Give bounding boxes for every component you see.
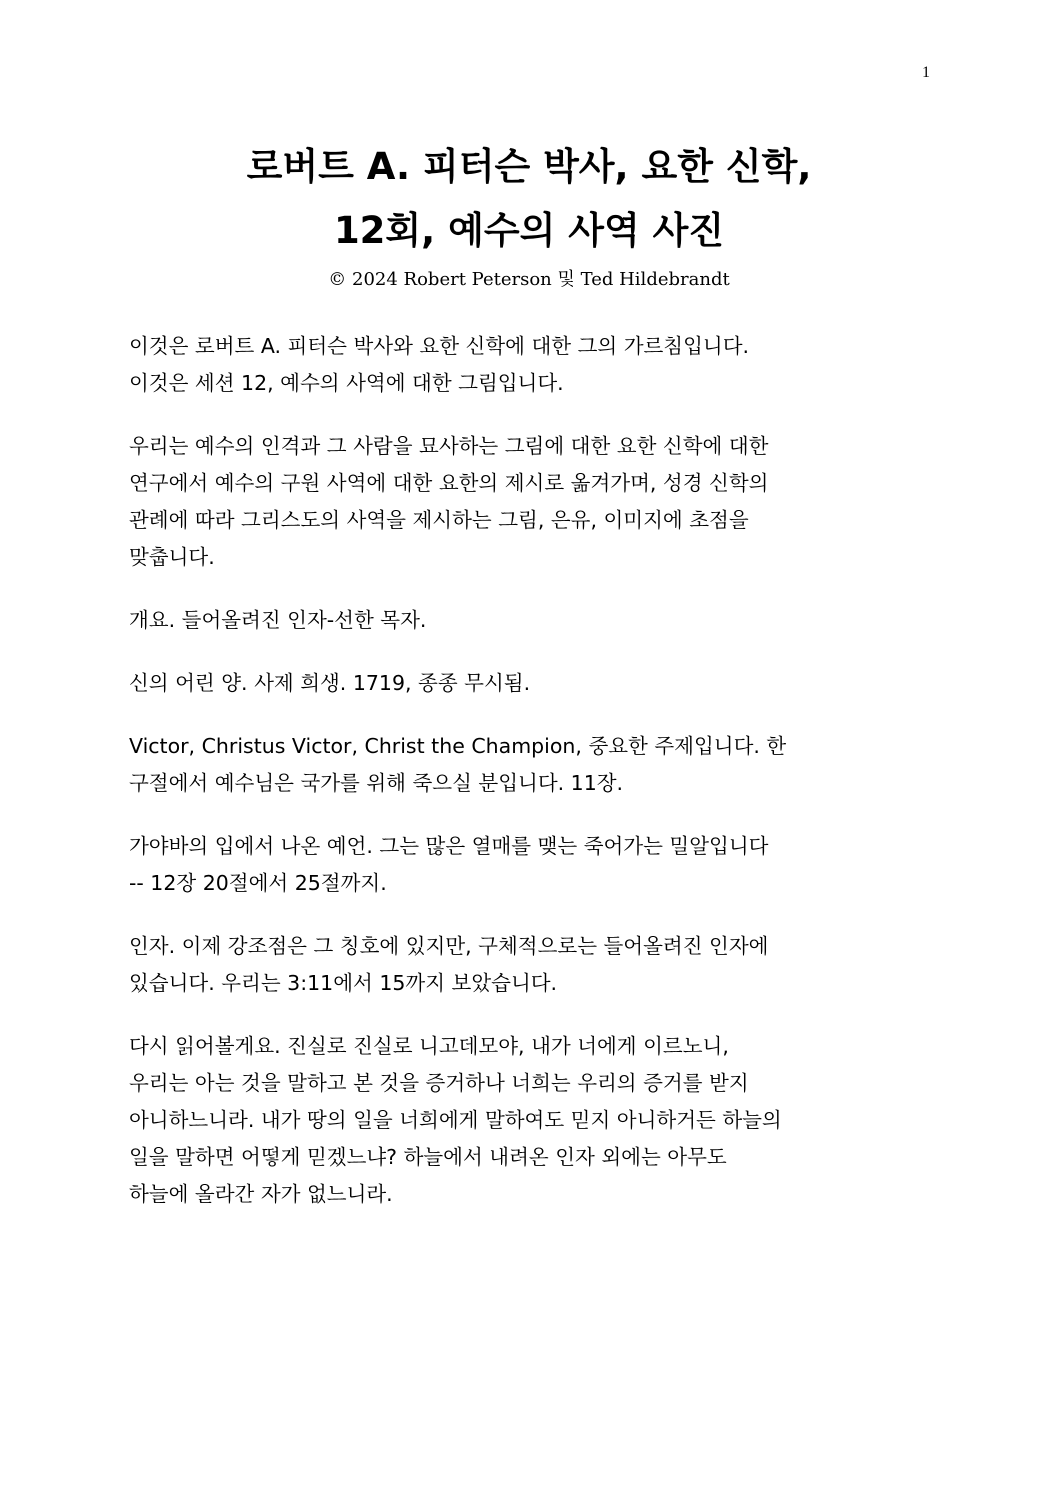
paragraph-line: 우리는 아는 것을 말하고 본 것을 증거하나 너희는 우리의 증거를 받지	[129, 1071, 749, 1095]
paragraph-line: 관례에 따라 그리스도의 사역을 제시하는 그림, 은유, 이미지에 초점을	[129, 508, 749, 532]
title-line-1: 로버트 A. 피터슨 박사, 요한 신학,	[246, 145, 812, 188]
paragraph-line: 이것은 세션 12, 예수의 사역에 대한 그림입니다.	[129, 371, 564, 395]
paragraph-victor	[129, 728, 929, 802]
paragraph-line: 맞춥니다.	[129, 545, 215, 569]
paragraph-line: 이것은 로버트 A. 피터슨 박사와 요한 신학에 대한 그의 가르침입니다.	[129, 334, 750, 358]
document-body	[129, 328, 929, 1239]
page-number: 1	[922, 64, 930, 81]
paragraph-intro	[129, 328, 929, 402]
paragraph-lamb	[129, 665, 929, 702]
paragraph-line: Victor, Christus Victor, Christ the Champion, 중요한 주제입니다. 한	[129, 734, 787, 758]
paragraph-line: 있습니다. 우리는 3:11에서 15까지 보았습니다.	[129, 971, 558, 995]
title-line-2: 12회, 예수의 사역 사진	[333, 209, 725, 252]
paragraph-son-of-man	[129, 928, 929, 1002]
paragraph-line: 일을 말하면 어떻게 믿겠느냐? 하늘에서 내려온 인자 외에는 아무도	[129, 1145, 727, 1169]
paragraph-overview	[129, 428, 929, 576]
paragraph-line: 연구에서 예수의 구원 사역에 대한 요한의 제시로 옮겨가며, 성경 신학의	[129, 471, 769, 495]
paragraph-line: -- 12장 20절에서 25절까지.	[129, 871, 387, 895]
document-title	[0, 135, 1058, 263]
paragraph-line: 다시 읽어볼게요. 진실로 진실로 니고데모야, 내가 너에게 이르노니,	[129, 1034, 729, 1058]
paragraph-line: 가야바의 입에서 나온 예언. 그는 많은 열매를 맺는 죽어가는 밀알입니다	[129, 834, 769, 858]
paragraph-line: 아니하느니라. 내가 땅의 일을 너희에게 말하여도 믿지 아니하거든 하늘의	[129, 1108, 782, 1132]
paragraph-line: 우리는 예수의 인격과 그 사람을 묘사하는 그림에 대한 요한 신학에 대한	[129, 434, 769, 458]
paragraph-line: 구절에서 예수님은 국가를 위해 죽으실 분입니다. 11장.	[129, 771, 624, 795]
paragraph-line: 하늘에 올라간 자가 없느니라.	[129, 1182, 393, 1206]
paragraph-line: 인자. 이제 강조점은 그 칭호에 있지만, 구체적으로는 들어올려진 인자에	[129, 934, 769, 958]
paragraph-line: 신의 어린 양. 사제 희생. 1719, 종종 무시됨.	[129, 671, 531, 695]
paragraph-reading	[129, 1028, 929, 1213]
paragraph-outline	[129, 602, 929, 639]
copyright-notice: © 2024 Robert Peterson 및 Ted Hildebrandt	[328, 269, 730, 290]
paragraph-caiaphas	[129, 828, 929, 902]
paragraph-line: 개요. 들어올려진 인자-선한 목자.	[129, 608, 427, 632]
